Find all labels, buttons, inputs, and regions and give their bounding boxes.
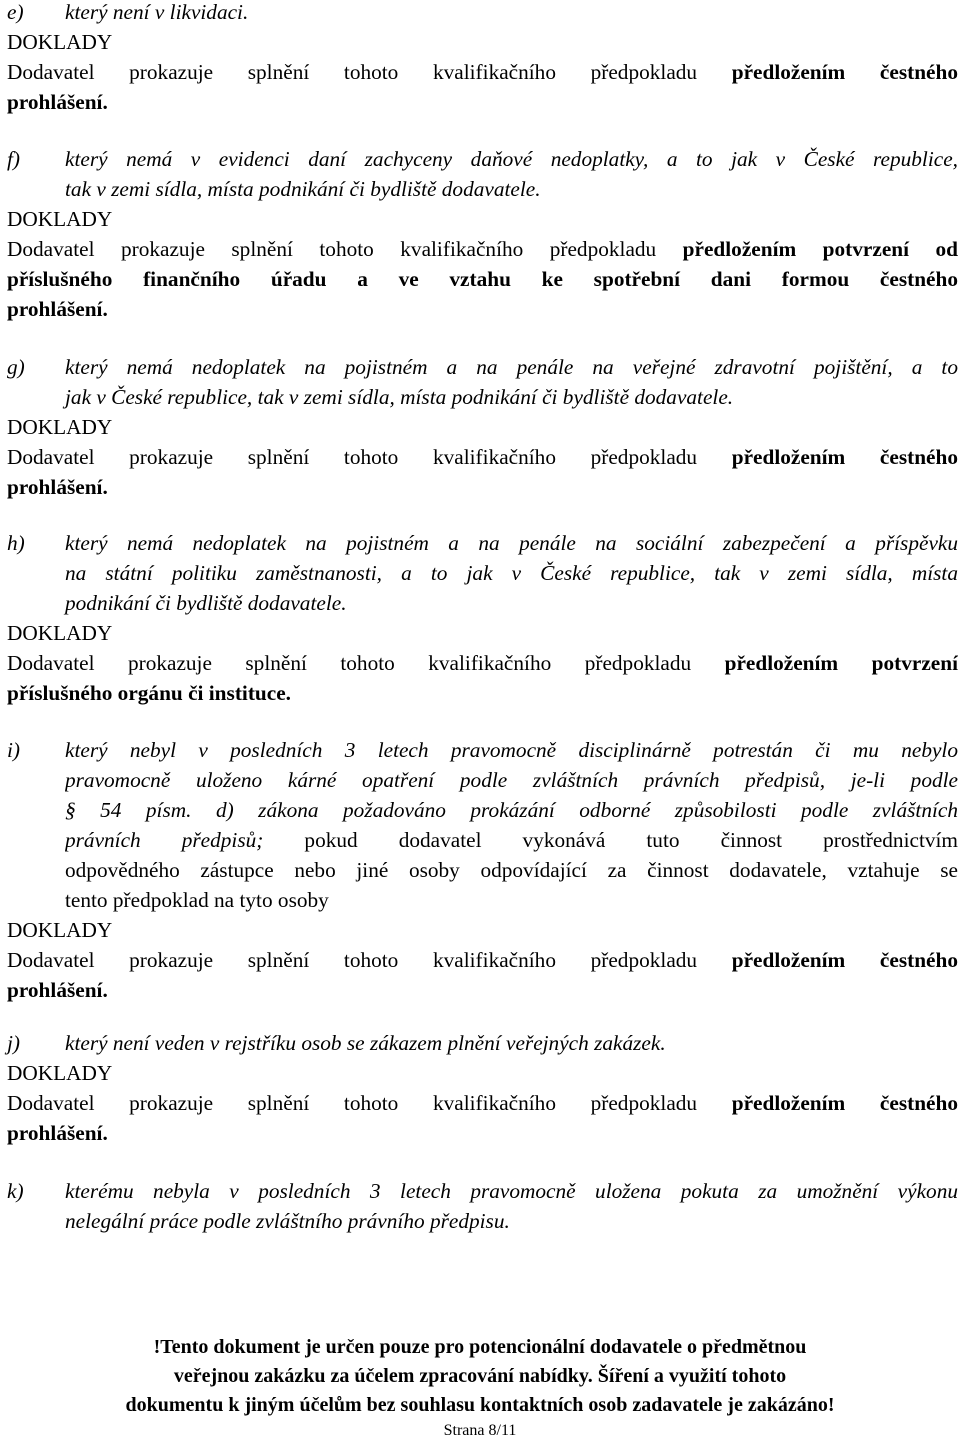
item-text-line: nelegální práce podle zvláštního právního předpisu.: [65, 1209, 510, 1233]
proof-bold-line: prohlášení.: [7, 978, 108, 1002]
proof-normal: Dodavatel prokazuje splnění tohoto kvalifikačního předpokladu: [7, 445, 732, 469]
item-text-italic: právních předpisů;: [65, 828, 264, 852]
item-i: [7, 735, 958, 915]
proof-bold-line: příslušného finančního úřadu a ve vztahu ke spotřební dani formou čestného: [7, 267, 958, 291]
proof-bold: předložením potvrzení: [724, 651, 958, 675]
section-k: [7, 1176, 958, 1236]
footer-notice: [0, 1333, 960, 1420]
section-g: [7, 352, 958, 502]
item-marker: g): [7, 355, 25, 379]
footer-line: dokumentu k jiným účelům bez souhlasu kontaktních osob zadavatele je zakázáno!: [125, 1394, 835, 1416]
item-text-line: podnikání či bydliště dodavatele.: [65, 591, 347, 615]
item-text-line: který nemá v evidenci daní zachyceny daňové nedoplatky, a to jak v České republice,: [65, 147, 958, 171]
footer-line: !Tento dokument je určen pouze pro potencionální dodavatele o předmětnou: [153, 1336, 807, 1358]
doklady-heading: DOKLADY: [7, 415, 113, 439]
item-text-line: tak v zemi sídla, místa podnikání či bydliště dodavatele.: [65, 177, 541, 201]
item-j: [7, 1028, 958, 1058]
item-text-normal: pokud dodavatel vykonává tuto činnost prostřednictvím: [263, 828, 958, 852]
doklady-heading: DOKLADY: [7, 621, 113, 645]
item-marker: k): [7, 1179, 24, 1203]
proof-text: [7, 234, 958, 264]
item-text-line: pravomocně uloženo kárné opatření podle zvláštních právních předpisů, je-li podle: [65, 768, 958, 792]
section-f: [7, 144, 958, 324]
section-j: [7, 1028, 958, 1148]
item-text-line: který nemá nedoplatek na pojistném a na penále na veřejné zdravotní pojištění, a to: [65, 355, 958, 379]
proof-text: [7, 1088, 958, 1118]
section-e: [7, 0, 958, 117]
doklady-heading: DOKLADY: [7, 207, 113, 231]
proof-bold: předložením potvrzení od: [682, 237, 958, 261]
item-marker: e): [7, 0, 24, 24]
proof-bold-line: příslušného orgánu či instituce.: [7, 681, 291, 705]
proof-bold: předložením čestného: [731, 60, 958, 84]
item-text-line: tento předpoklad na tyto osoby: [65, 888, 329, 912]
proof-text: [7, 945, 958, 975]
proof-bold: předložením čestného: [731, 445, 958, 469]
proof-normal: Dodavatel prokazuje splnění tohoto kvalifikačního předpokladu: [7, 948, 732, 972]
doklady-heading: DOKLADY: [7, 30, 113, 54]
doklady-heading: DOKLADY: [7, 1061, 113, 1085]
proof-bold-line: prohlášení.: [7, 90, 108, 114]
proof-bold: předložením čestného: [731, 948, 958, 972]
section-h: [7, 528, 958, 708]
item-h: [7, 528, 958, 618]
item-text-line: na státní politiku zaměstnanosti, a to jak v České republice, tak v zemi sídla, místa: [65, 561, 958, 585]
item-text-line: [65, 825, 958, 855]
item-text: který není v likvidaci.: [65, 0, 249, 24]
item-text: který není veden v rejstříku osob se zákazem plnění veřejných zakázek.: [65, 1031, 666, 1055]
proof-bold-line: prohlášení.: [7, 297, 108, 321]
proof-bold-line: prohlášení.: [7, 475, 108, 499]
proof-normal: Dodavatel prokazuje splnění tohoto kvalifikačního předpokladu: [7, 651, 725, 675]
item-text-line: § 54 písm. d) zákona požadováno prokázání odborné způsobilosti podle zvláštních: [65, 798, 958, 822]
item-text-line: který nemá nedoplatek na pojistném a na penále na sociální zabezpečení a příspěvku: [65, 531, 958, 555]
item-e: [7, 0, 958, 27]
item-marker: j): [7, 1031, 21, 1055]
doklady-heading: DOKLADY: [7, 918, 113, 942]
item-text-line: odpovědného zástupce nebo jiné osoby odpovídající za činnost dodavatele, vztahuje se: [65, 858, 958, 882]
proof-bold-line: prohlášení.: [7, 1121, 108, 1145]
item-text-line: který nebyl v posledních 3 letech pravomocně disciplinárně potrestán či mu nebylo: [65, 738, 958, 762]
footer-line: veřejnou zakázku za účelem zpracování nabídky. Šíření a využití tohoto: [173, 1365, 787, 1387]
item-text-line: jak v České republice, tak v zemi sídla, místa podnikání či bydliště dodavatele.: [65, 385, 734, 409]
item-k: [7, 1176, 958, 1236]
item-marker: h): [7, 531, 25, 555]
item-g: [7, 352, 958, 412]
proof-text: [7, 648, 958, 678]
item-marker: i): [7, 738, 21, 762]
item-text-line: kterému nebyla v posledních 3 letech pravomocně uložena pokuta za umožnění výkonu: [65, 1179, 958, 1203]
proof-normal: Dodavatel prokazuje splnění tohoto kvalifikačního předpokladu: [7, 1091, 732, 1115]
item-marker: f): [7, 147, 21, 171]
proof-normal: Dodavatel prokazuje splnění tohoto kvalifikačního předpokladu: [7, 237, 683, 261]
section-i: [7, 735, 958, 1005]
proof-text: [7, 442, 958, 472]
page-number: Strana 8/11: [443, 1422, 517, 1439]
item-f: [7, 144, 958, 204]
proof-text: [7, 57, 958, 87]
proof-normal: Dodavatel prokazuje splnění tohoto kvalifikačního předpokladu: [7, 60, 732, 84]
proof-bold: předložením čestného: [731, 1091, 958, 1115]
